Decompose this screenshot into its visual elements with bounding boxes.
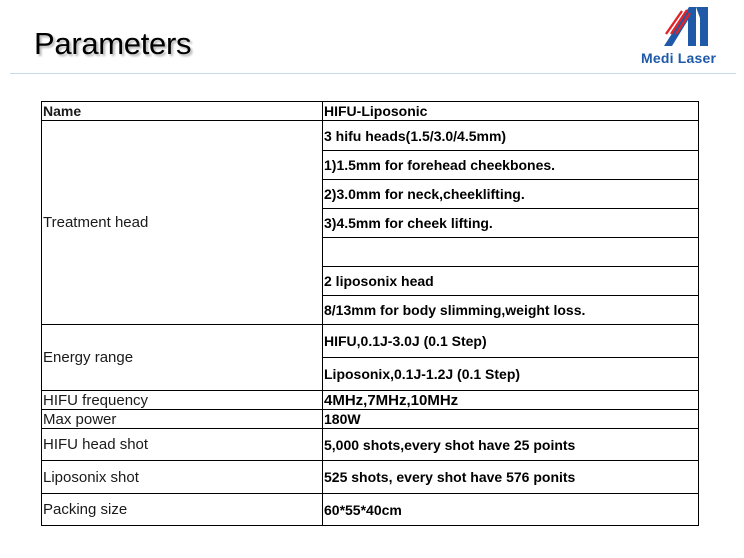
page-title: Parameters — [34, 26, 192, 61]
header-divider — [10, 73, 736, 74]
m-logo-icon — [662, 4, 710, 48]
header-name-cell: Name — [42, 102, 323, 121]
row-label: HIFU head shot — [42, 429, 323, 461]
table-row — [42, 391, 699, 410]
treatment-line — [323, 238, 699, 267]
row-value: 5,000 shots,every shot have 25 points — [323, 429, 699, 461]
treatment-line: 2)3.0mm for neck,cheeklifting. — [323, 180, 699, 209]
row-value: 4MHz,7MHz,10MHz — [323, 391, 699, 410]
treatment-head-label: Treatment head — [42, 121, 323, 325]
table-header-row — [42, 102, 699, 121]
table-row — [42, 121, 699, 151]
row-label: HIFU frequency — [42, 391, 323, 410]
treatment-line: 3)4.5mm for cheek lifting. — [323, 209, 699, 238]
table-row — [42, 461, 699, 494]
header-value-cell: HIFU-Liposonic — [323, 102, 699, 121]
treatment-line: 2 liposonix head — [323, 267, 699, 296]
row-label: Packing size — [42, 494, 323, 526]
row-value: 60*55*40cm — [323, 494, 699, 526]
table-row — [42, 325, 699, 358]
treatment-line: 8/13mm for body slimming,weight loss. — [323, 296, 699, 325]
energy-line: HIFU,0.1J-3.0J (0.1 Step) — [323, 325, 699, 358]
treatment-line: 3 hifu heads(1.5/3.0/4.5mm) — [323, 121, 699, 151]
row-label: Max power — [42, 410, 323, 429]
parameters-table — [41, 101, 699, 526]
row-value: 525 shots, every shot have 576 ponits — [323, 461, 699, 494]
logo-text: Medi Laser — [641, 50, 717, 66]
table-row — [42, 429, 699, 461]
energy-range-label: Energy range — [42, 325, 323, 391]
energy-line: Liposonix,0.1J-1.2J (0.1 Step) — [323, 358, 699, 391]
table-row — [42, 494, 699, 526]
table-row — [42, 410, 699, 429]
company-logo — [638, 4, 734, 66]
treatment-line: 1)1.5mm for forehead cheekbones. — [323, 151, 699, 180]
row-value: 180W — [323, 410, 699, 429]
row-label: Liposonix shot — [42, 461, 323, 494]
